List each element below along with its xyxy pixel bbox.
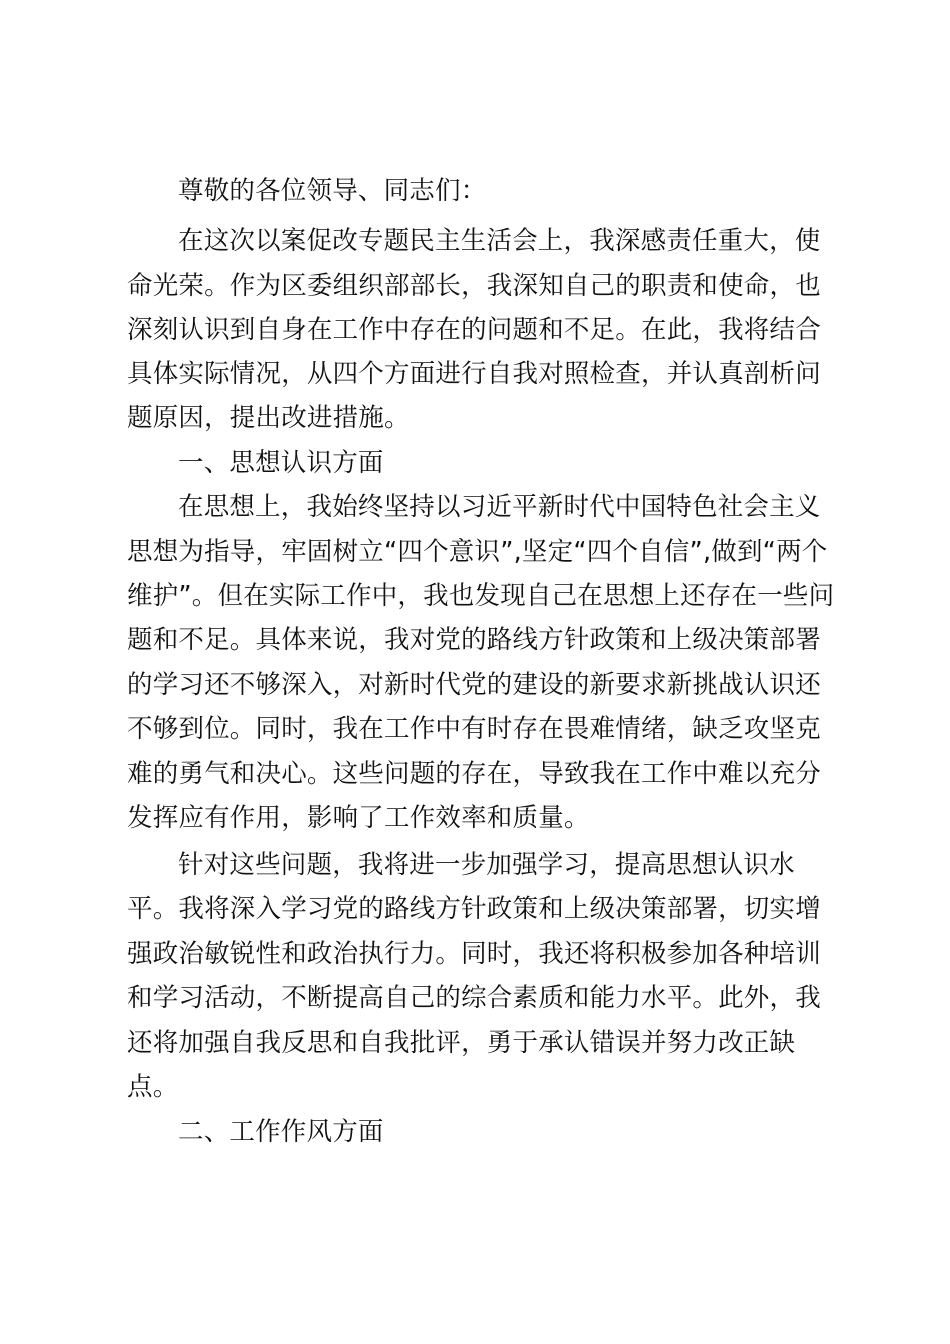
section-heading: 二、工作作风方面 — [178, 1117, 384, 1147]
paragraph-line: 的学习还不够深入，对新时代党的建设的新要求新挑战认识还 — [127, 670, 821, 700]
paragraph-line: 题和不足。具体来说，我对党的路线方针政策和上级决策部署 — [127, 625, 821, 655]
paragraph-line: 发挥应有作用，影响了工作效率和质量。 — [127, 803, 590, 833]
paragraph-line: 难的勇气和决心。这些问题的存在，导致我在工作中难以充分 — [127, 759, 821, 789]
paragraph-line: 维护”。但在实际工作中，我也发现自己在思想上还存在一些问 — [127, 581, 835, 611]
paragraph-line: 点。 — [127, 1072, 179, 1102]
intro-line: 题原因，提出改进措施。 — [127, 403, 410, 433]
intro-line: 深刻认识到自身在工作中存在的问题和不足。在此，我将结合 — [127, 315, 821, 345]
intro-line: 命光荣。作为区委组织部部长，我深知自己的职责和使命，也 — [127, 271, 821, 301]
intro-line: 在这次以案促改专题民主生活会上，我深感责任重大，使 — [178, 226, 821, 256]
paragraph-line: 和学习活动，不断提高自己的综合素质和能力水平。此外，我 — [127, 983, 821, 1013]
salutation: 尊敬的各位领导、同志们： — [178, 176, 487, 206]
section-heading: 一、思想认识方面 — [178, 448, 384, 478]
paragraph-line: 针对这些问题，我将进一步加强学习，提高思想认识水 — [178, 850, 795, 880]
intro-line: 具体实际情况，从四个方面进行自我对照检查，并认真剖析问 — [127, 359, 821, 389]
paragraph-line: 在思想上，我始终坚持以习近平新时代中国特色社会主义 — [178, 492, 821, 522]
paragraph-line: 不够到位。同时，我在工作中有时存在畏难情绪，缺乏攻坚克 — [127, 714, 821, 744]
paragraph-line: 平。我将深入学习党的路线方针政策和上级决策部署，切实增 — [127, 894, 821, 924]
paragraph-line: 还将加强自我反思和自我批评，勇于承认错误并努力改正缺 — [127, 1028, 796, 1058]
paragraph-line: 强政治敏锐性和政治执行力。同时，我还将积极参加各种培训 — [127, 939, 821, 969]
paragraph-line: 思想为指导，牢固树立“四个意识”,坚定“四个自信”,做到“两个 — [127, 537, 828, 567]
